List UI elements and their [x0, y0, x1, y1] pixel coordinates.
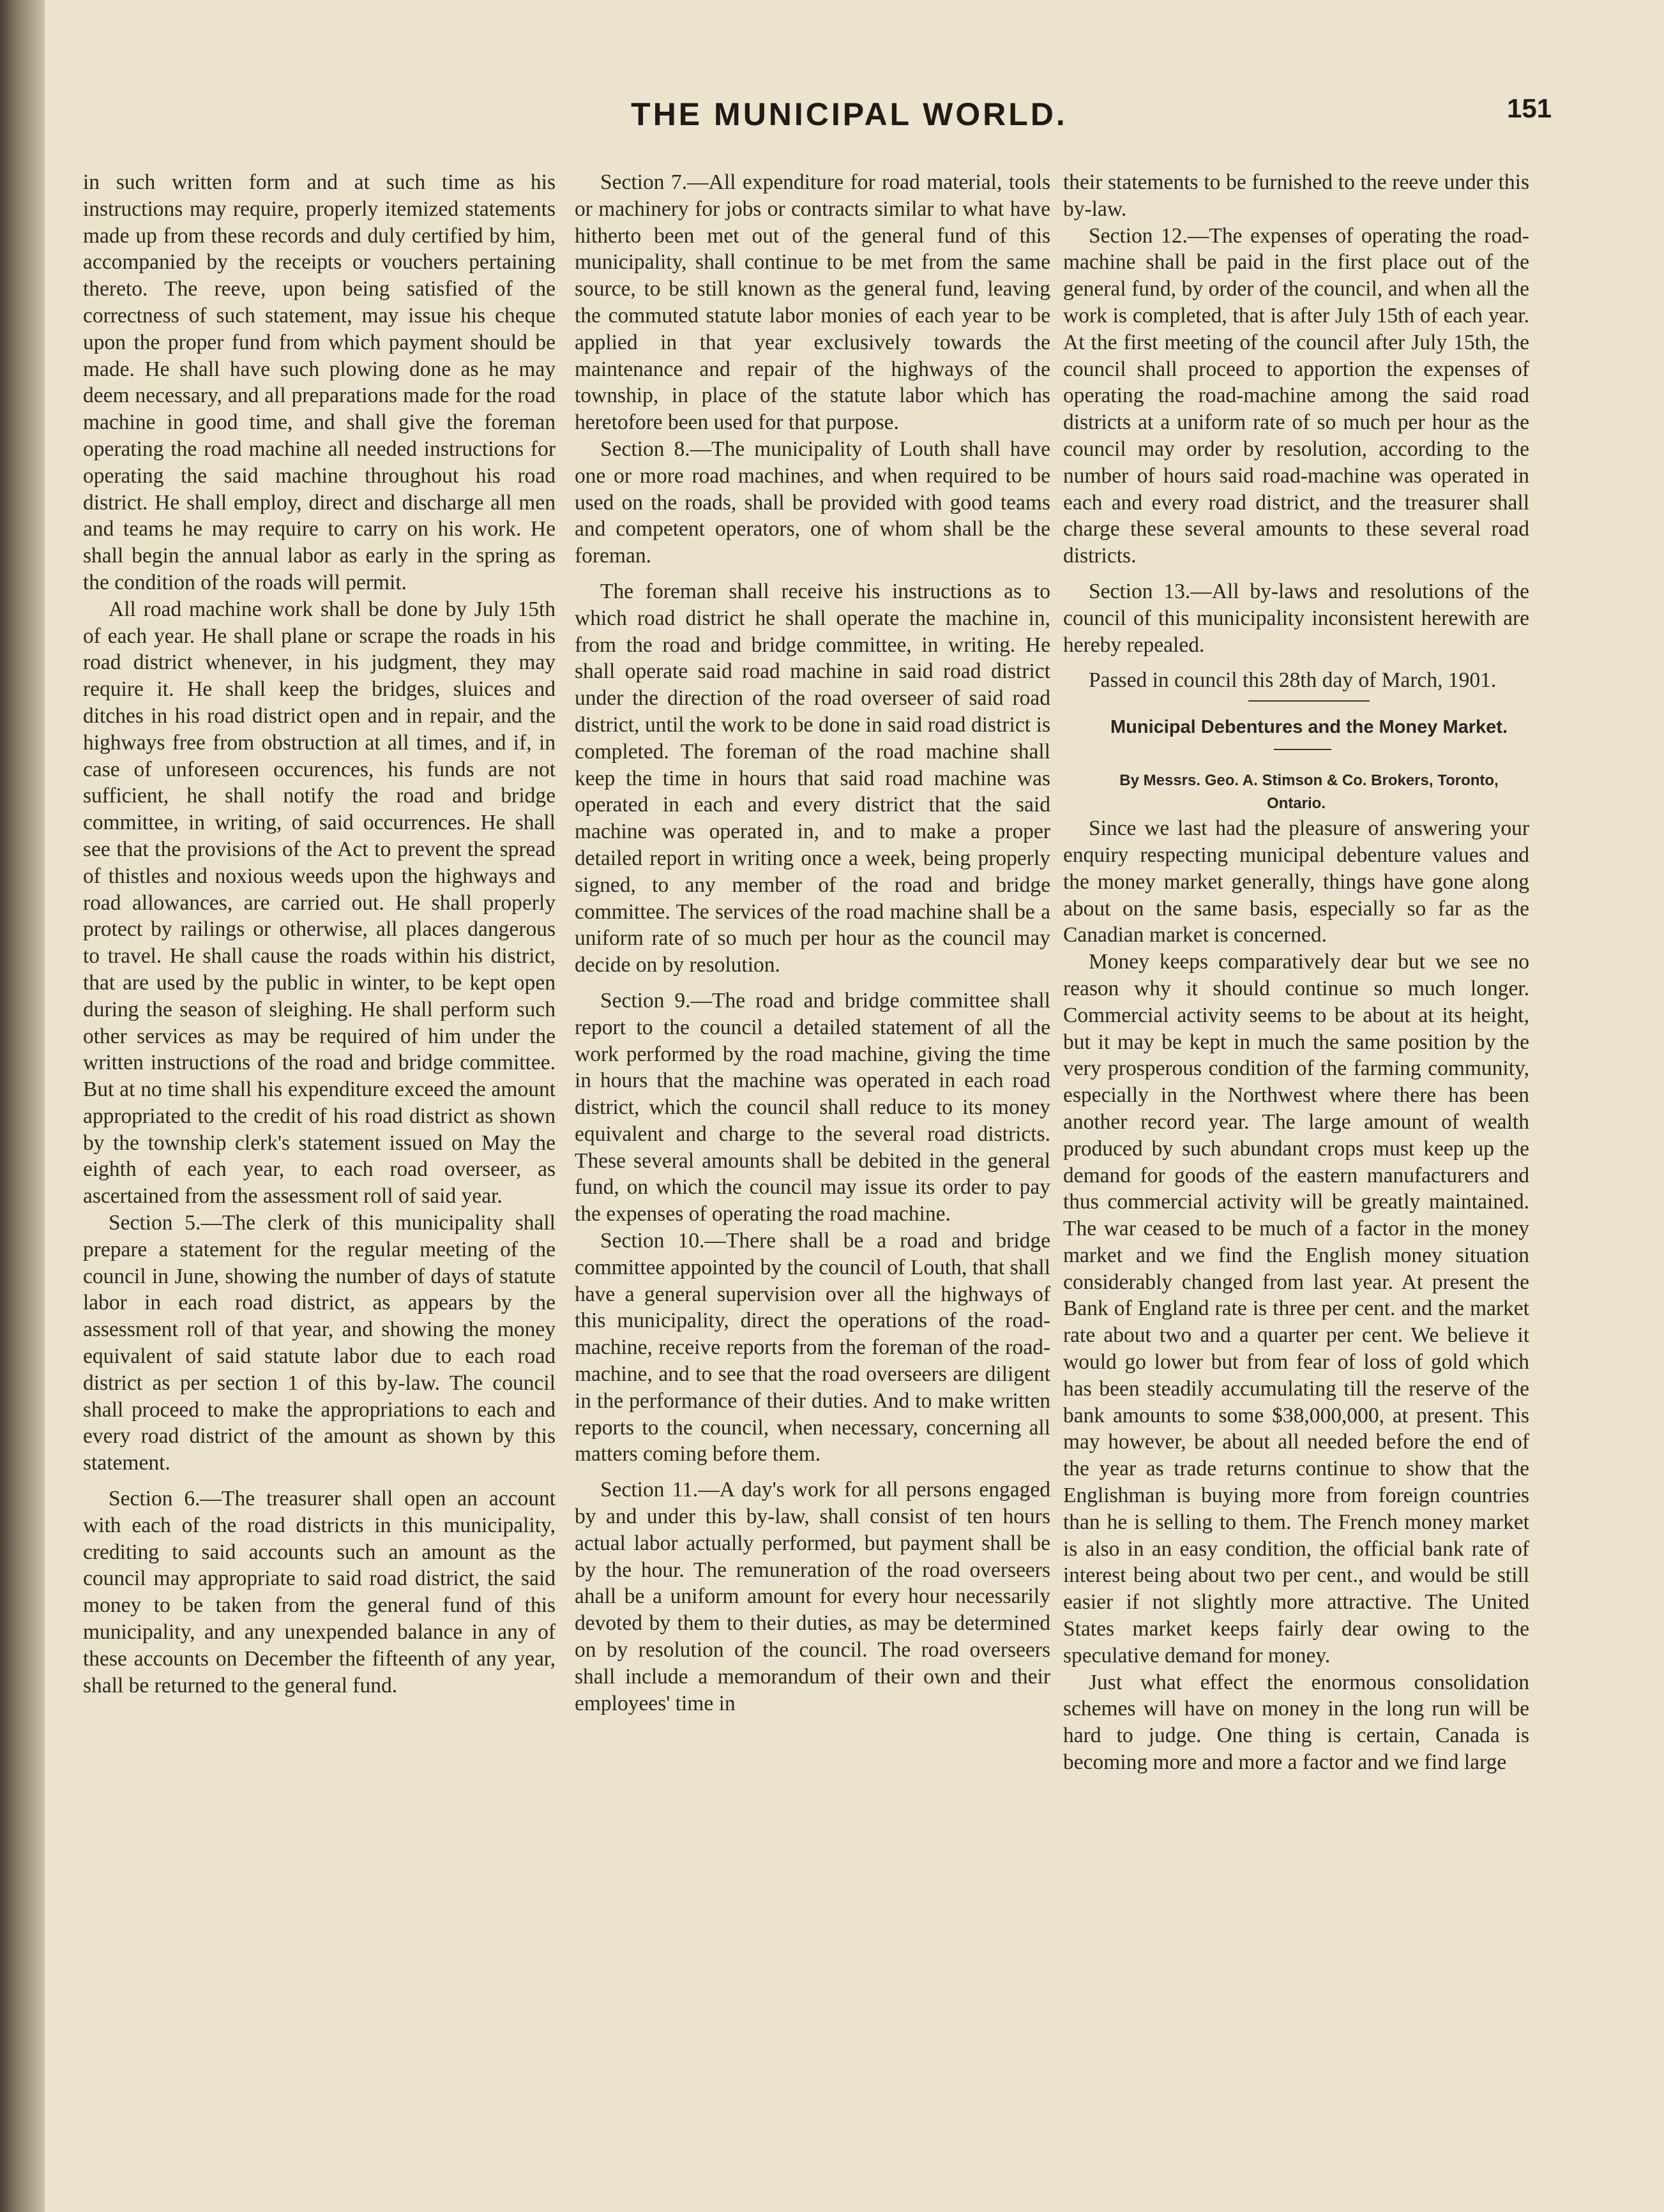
- paragraph: The foreman shall receive his instructions as to which road district he shall operate the machine in, from the road and bridge committee, in writing. He shall operate said road machine in said road district under the direction of the road overseer of said road district, until the work to be done in said road district is completed. The foreman of the road machine shall keep the time in hours that said road machine was operated in each and every district that the said machine was operated in, and to make a proper detailed report in writing once a week, being properly signed, to any member of the road and bridge committee. The services of the road machine shall be a uniform rate of so much per hour as the council may decide on by resolution.: [575, 579, 1050, 977]
- paragraph: Section 13.—All by-laws and resolutions of the council of this municipality inconsistent herewith are hereby repealed.: [1063, 579, 1529, 657]
- paragraph: Section 8.—The municipality of Louth shall have one or more road machines, and when required to be used on the roads, shall be provided with good teams and competent operators, one of whom shall be the foreman.: [575, 437, 1050, 568]
- text-column-3: [1063, 169, 1529, 1776]
- section-divider-rule: [1248, 700, 1370, 702]
- article-byline: By Messrs. Geo. A. Stimson & Co. Brokers, Toronto, Ontario.: [1119, 772, 1499, 813]
- paragraph: All road machine work shall be done by July 15th of each year. He shall plane or scrape the roads in his road district whenever, in his judgment, they may require it. He shall keep the bridges, sluices and ditches in his road district open and in repair, and the highways free from obstruction at all times, and if, in case of unforeseen occurences, his funds are not sufficient, he shall notify the road and bridge committee, in writing, of said occurrences. He shall see that the provisions of the Act to prevent the spread of thistles and noxious weeds upon the highways and road allowances, are carried out. He shall properly protect by railings or otherwise, all places dangerous to travel. He shall cause the roads within his district, that are used by the public in winter, to be kept open during the season of sleighing. He shall perform such other services as may be required of him under the written instructions of the road and bridge committee. But at no time shall his expenditure exceed the amount appropriated to the credit of his road district as shown by the township clerk's statement issued on May the eighth of each year, to each road overseer, as ascertained from the assessment roll of said year.: [83, 597, 556, 1208]
- paragraph: Section 10.—There shall be a road and bridge committee appointed by the council of Louth, that shall have a general supervision over all the highways of this municipality, direct the operations of the road-machine, receive reports from the foreman of the road-machine, and to see that the road overseers are diligent in the performance of their duties. And to make written reports to the council, when necessary, concerning all matters coming before them.: [575, 1229, 1050, 1466]
- paragraph: Since we last had the pleasure of answering your enquiry respecting municipal debenture values and the money market generally, things have gone along about on the same basis, especially so far as the Canadian market is concerned.: [1063, 816, 1529, 947]
- paragraph: Passed in council this 28th day of March, 1901.: [1089, 668, 1497, 693]
- title-underline-rule: [1274, 749, 1331, 750]
- text-column-1: [83, 169, 556, 1699]
- paragraph: Just what effect the enormous consolidation schemes will have on money in the long run will be hard to judge. One thing is certain, Canada is becoming more and more a factor and we find large: [1063, 1670, 1529, 1775]
- article-title: Municipal Debentures and the Money Market.: [1110, 717, 1508, 738]
- masthead-title: THE MUNICIPAL WORLD.: [631, 96, 1068, 132]
- text-column-2: [575, 169, 1050, 1717]
- paragraph: Section 11.—A day's work for all persons engaged by and under this by-law, shall consist of ten hours actual labor actually performed, but payment shall be by the hour. The remuneration of the road overseers ahall be a uniform amount for every hour necessarily devoted by them to their duties, as may be determined on by resolution of the council. The road overseers shall include a memorandum of their own and their employees' time in: [575, 1478, 1050, 1715]
- paragraph: Section 5.—The clerk of this municipality shall prepare a statement for the regular meeting of the council in June, showing the number of days of statute labor in each road district, as appears by the assessment roll of that year, and showing the money equivalent of said statute labor due to each road district as per section 1 of this by-law. The council shall proceed to make the appropriations to each and every road district of the amount as shown by this statement.: [83, 1211, 556, 1475]
- paragraph: Section 12.—The expenses of operating the road-machine shall be paid in the first place out of the general fund, by order of the council, and when all the work is completed, that is after July 15th of each year. At the first meeting of the council after July 15th, the council shall proceed to apportion the expenses of operating the road-machine among the said road districts at a uniform rate of so much per hour as the council may order by resolution, according to the number of hours said road-machine was operated in each and every road district, and the treasurer shall charge these several amounts to these several road districts.: [1063, 223, 1529, 568]
- paragraph: Section 7.—All expenditure for road material, tools or machinery for jobs or contracts similar to what have hitherto been met out of the general fund of this municipality, shall continue to be met from the same source, to be still known as the general fund, leaving the commuted statute labor monies of each year to be applied in that year exclusively towards the maintenance and repair of the highways of the township, in place of the statute labor which has heretofore been used for that purpose.: [575, 170, 1050, 435]
- paragraph: Money keeps comparatively dear but we see no reason why it should continue so much longer. Commercial activity seems to be about at its height, but it may be kept in much the same position by the very prosperous condition of the farming community, especially in the Northwest where there has been another record year. The large amount of wealth produced by such abundant crops must keep up the demand for goods of the eastern manufacturers and thus commercial activity will be greatly maintained. The war ceased to be much of a factor in the money market and we find the English money situation considerably changed from last year. At present the Bank of England rate is three per cent. and the market rate about two and a quarter per cent. We believe it would go lower but from fear of loss of gold which has been steadily accumulating till the reserve of the bank amounts to some $38,000,000, at present. This may however, be about all needed before the end of the year as trade returns continue to show that the Englishman is buying more from foreign countries than he is selling to them. The French money market is also in an easy condition, the official bank rate of interest being about two per cent., and would be still easier if not slightly more attractive. The United States market keeps fairly dear owing to the speculative demand for money.: [1063, 950, 1529, 1667]
- paragraph: Section 6.—The treasurer shall open an account with each of the road districts in this municipality, crediting to said accounts such an amount as the council may appropriate to said road district, the said money to be taken from the general fund of this municipality, and any unexpended balance in any of these accounts on December the fifteenth of any year, shall be returned to the general fund.: [83, 1487, 556, 1697]
- page-binding-shadow: [0, 0, 45, 2212]
- page-number: 151: [1507, 93, 1552, 123]
- paragraph: in such written form and at such time as his instructions may require, properly itemized statements made up from these records and duly certified by him, accompanied by the receipts or vouchers pertaining thereto. The reeve, upon being satisfied of the correctness of such statement, may issue his cheque upon the proper fund from which payment should be made. He shall have such plowing done as he may deem necessary, and all preparations made for the road machine in good time, and shall give the foreman operating the road machine all needed instructions for operating the said machine throughout his road district. He shall employ, direct and discharge all men and teams he may require to carry on his work. He shall begin the annual labor as early in the spring as the condition of the roads will permit.: [83, 170, 556, 594]
- paragraph: their statements to be furnished to the reeve under this by-law.: [1063, 170, 1529, 221]
- paragraph: Section 9.—The road and bridge committee shall report to the council a detailed statement of all the work performed by the road machine, giving the time in hours that the machine was operated in each road district, which the council shall reduce to its money equivalent and charge to the several road districts. These several amounts shall be debited in the general fund, on which the council may issue its order to pay the expenses of operating the road machine.: [575, 988, 1050, 1226]
